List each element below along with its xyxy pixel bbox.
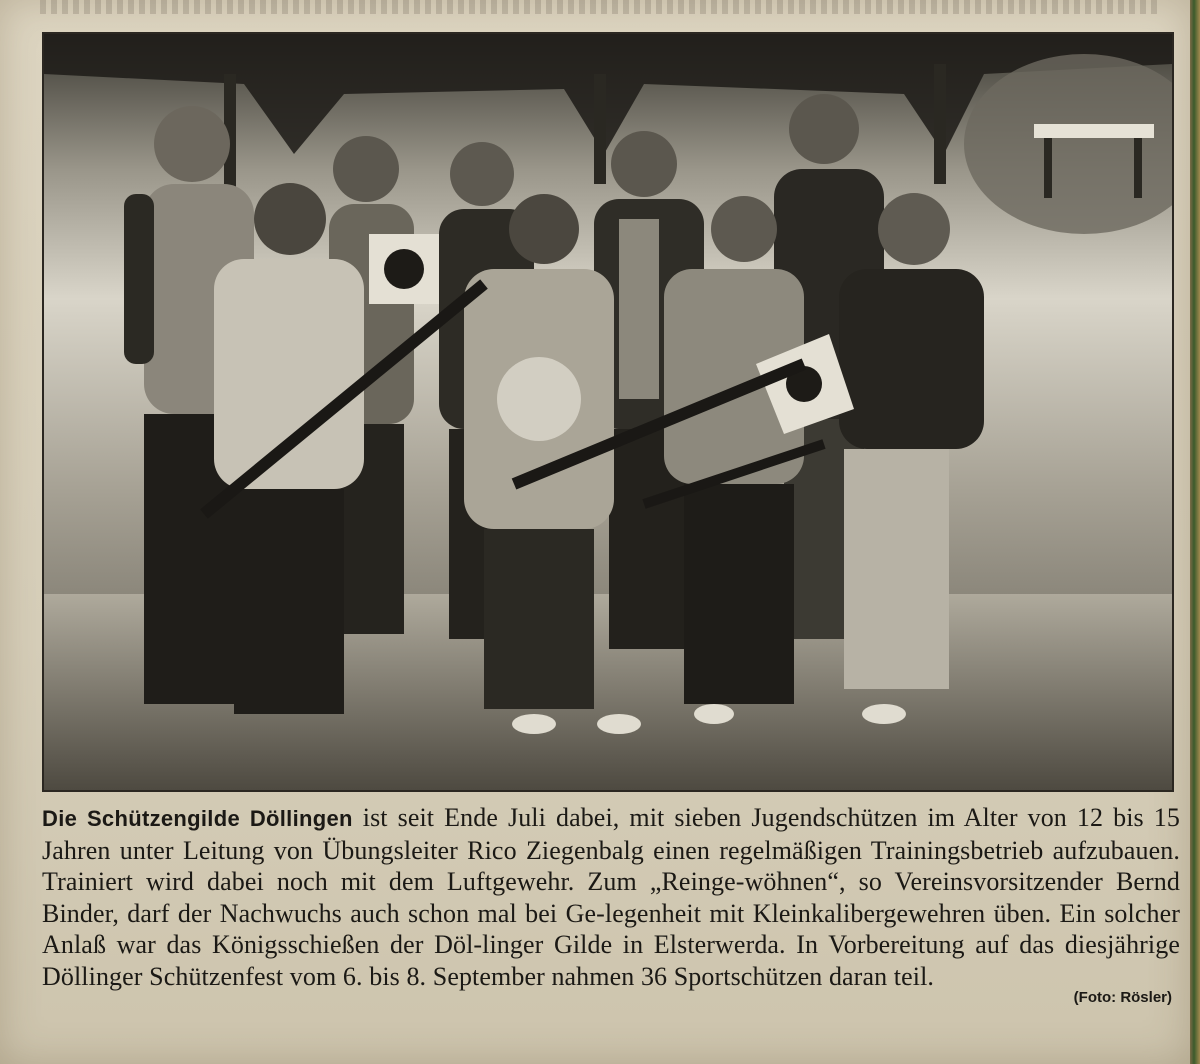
caption-body: ist seit Ende Juli dabei, mit sieben Jugendschützen im Alter von 12 bis 15 Jahren unter Leitung von Übungsleiter Rico Ziegenbalg einen regelmäßigen Trainingsbetrieb aufzubauen. Trainiert wird dabei noch mit dem Luftgewehr. Zum „Reinge-wöhnen“, so Vereinsvorsitzender Bernd Binder, darf der Nachwuchs auch schon mal bei Ge-legenheit mit Kleinkalibergewehren üben. Ein solcher Anlaß war das Königsschießen der Döl-linger Gilde in Elsterwerda. In Vorbereitung auf das diesjährige Döllinger Schützenfest vom 6. bis 8. September nahmen 36 Sportschützen daran teil. [42,803,1180,991]
cut-off-print-strip [40,0,1160,14]
caption-lead: Die Schützengilde Döllingen [42,806,353,831]
photo-credit: (Foto: Rösler) [1073,989,1172,1006]
photo-caption [42,802,1180,992]
group-photo-icon [44,34,1172,790]
background-print-edge [1190,0,1200,1064]
group-photo [42,32,1174,792]
